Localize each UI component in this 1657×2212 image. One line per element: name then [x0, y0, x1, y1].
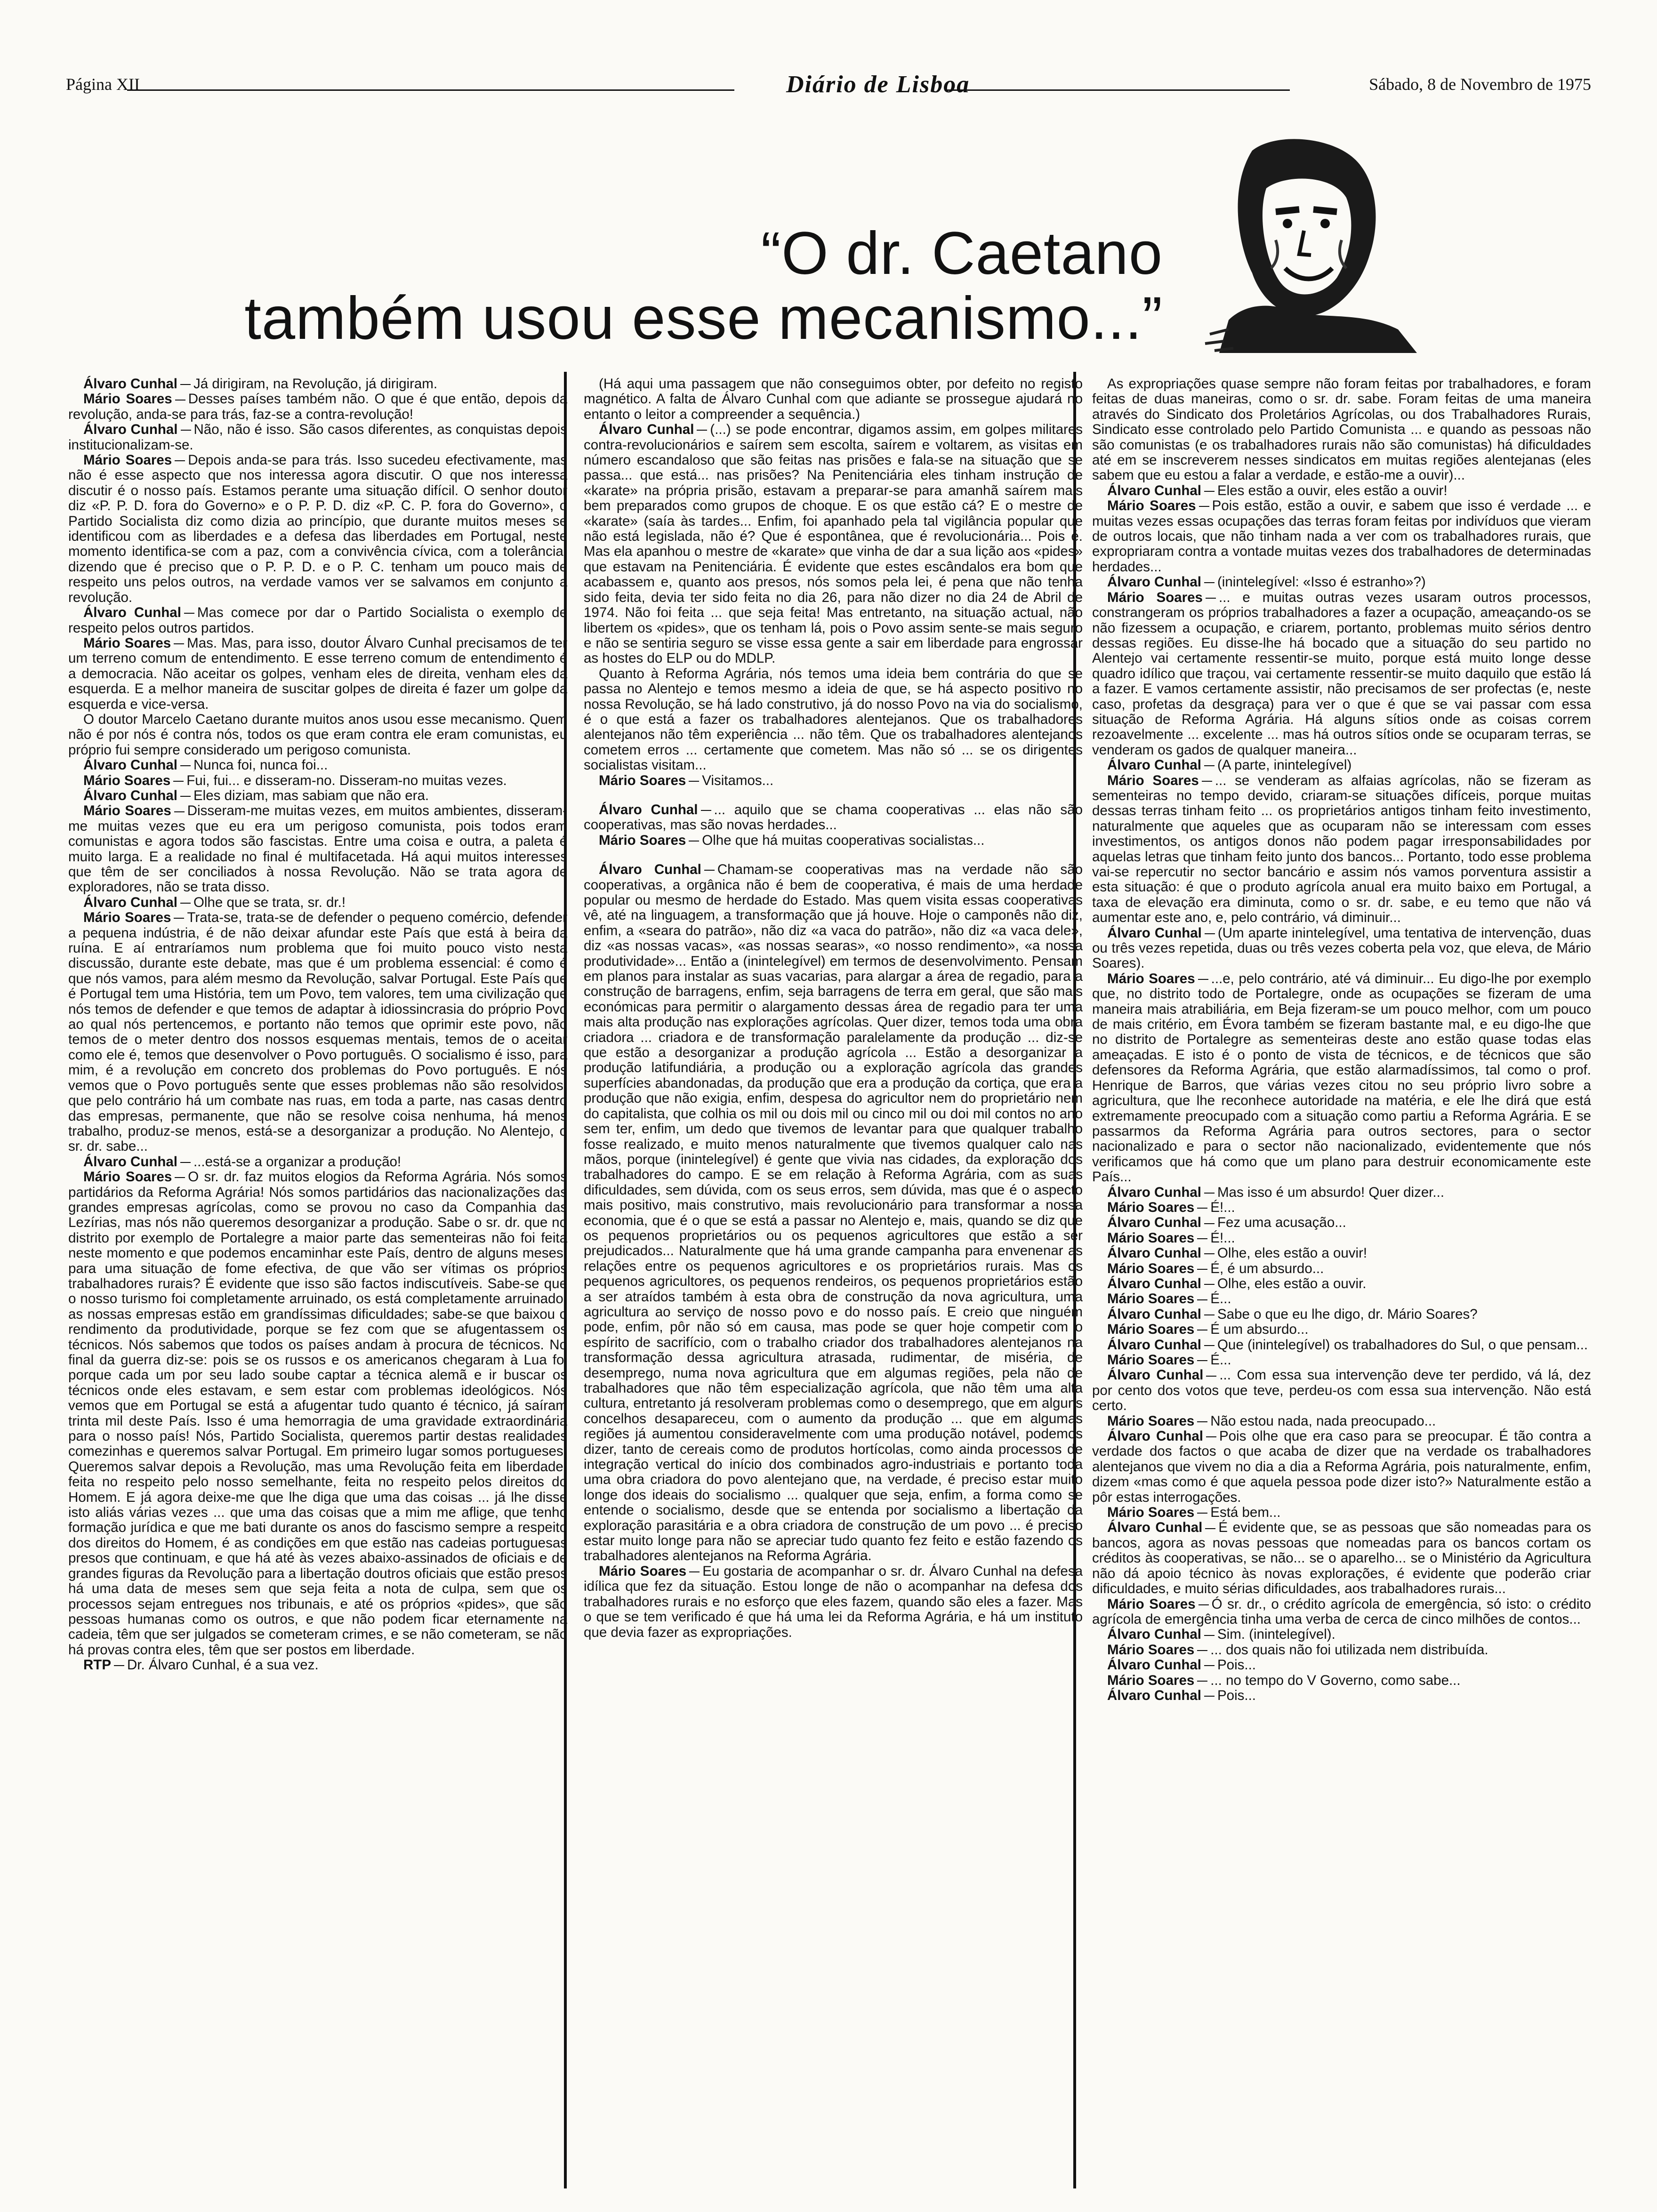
speaker-name: Mário Soares [83, 772, 171, 788]
speaker-name: Mário Soares [83, 803, 171, 819]
speaker-name: Álvaro Cunhal [599, 862, 701, 878]
paragraph [1092, 1673, 1591, 1688]
speaker-dash [1197, 1650, 1207, 1651]
paragraph [584, 773, 1083, 788]
speech-text: ...e, pelo contrário, até vá diminuir... Eu digo-lhe por exemplo que, no distrito todo de Portalegre, onde as ocupações se fizeram de uma maneira mais atrabiliária, em Beja fizeram-se um pouco melhor, com um pouco de mais critério, em Évora também se fizeram bastante mal, e eu digo-lhe que no distrito de Portalegre as sementeiras deste ano estão quase todas elas ameaçadas. E isto é o ponto de vista de técnicos, e de técnicos que são defensores da Reforma Agrária, que estão alarmadíssimos, tal como o prof. Henrique de Barros, que várias vezes citou no seu próprio livro sobre a agricultura, que lhe reconhece autoridade na matéria, e ele lhe dirá que está extremamente preocupado com a situação como partiu a Reforma Agrária. E se passarmos da Reforma Agrária para outros sectores, para o sector nacionalizado e para o sector não nacionalizado, evidentemente que nós verificamos que há como que um plano para destruir economicamente este País... [1092, 970, 1591, 1185]
paragraph [68, 1658, 567, 1673]
speech-text: Mas. Mas, para isso, doutor Álvaro Cunhal precisamos de ter um terreno comum de entendimento. E esse terreno comum de entendimento é a democracia. Não aceitar os golpes, venham eles de direita, venham eles da esquerda. E a melhor maneira de suscitar golpes de direita é fazer um golpe da esquerda e vice-versa. [68, 635, 567, 712]
speaker-name: Álvaro Cunhal [83, 894, 177, 910]
paragraph [68, 773, 567, 788]
speech-text: Quanto à Reforma Agrária, nós temos uma ideia bem contrária do que se passa no Alentejo e temos mesmo a ideia de que, se há aspecto positivo no nossa Revolução, se há lado construtivo, já do nosso Povo na via do socialismo, é o que está a fazer os trabalhadores alentejanos. Que os trabalhadores alentejanos não têm experiência ... não têm. Que os trabalhadores alentejanos cometem erros ... certamente que cometem. Mas não só ... se os dirigentes socialistas visitam... [584, 665, 1083, 773]
speech-text: ... Com essa sua intervenção deve ter perdido, vá lá, dez por cento dos votos que teve, perdeu-os com essa sua intervenção. Não está certo. [1092, 1367, 1591, 1414]
speaker-dash [1204, 491, 1215, 492]
speech-text: Eles diziam, mas sabiam que não era. [193, 787, 429, 803]
paragraph [1092, 926, 1591, 971]
paragraph-gap [584, 848, 1083, 862]
speaker-dash [701, 810, 711, 811]
speech-text: Nunca foi, nunca foi... [193, 757, 328, 773]
speaker-dash [1197, 1299, 1207, 1300]
paragraph [584, 666, 1083, 773]
speaker-name: Álvaro Cunhal [83, 376, 177, 392]
speaker-name: Álvaro Cunhal [1107, 1306, 1201, 1322]
paragraph [68, 788, 567, 803]
speech-text: Chamam-se cooperativas mas na verdade não são cooperativas, a orgânica não é bem de cooperativa, é mais de uma herdade popular ou mesmo de herdade do Estado. Mas quem visita essas cooperativas vê, até na linguagem, a transformação que já houve. Hoje o camponês não diz, enfim, a «seara do patrão», não diz «a vaca do patrão», não diz «a vaca dele», diz «as nossas vacas», «as nossas searas», «o nosso rendimento», «a nossa produtividade»... Então a (inintelegível) em termos de desenvolvimento. Pensam em planos para instalar as suas vacarias, para alargar a área de regadio, para a construção de barragens, enfim, seja barragens de terra em geral, que são mais económicas para permitir o alargamento dessas área de regadio para ter uma mais alta produção nas explorações agrícolas. Quer dizer, temos toda uma obra criadora ... criadora e de transformação paralelamente da produção ... diz-se que estão a desorganizar a produção agrícola ... Estão a desorganizar a produção latifundiária, a produção ou a exploração agrícola das grandes superfícies abandonadas, da produção que era a produção da cortiça, que era a produção que não exigia, enfim, despesa do agricultor nem do proprietário nem do capitalista, que colhia os mil ou dois mil ou cinco mil ou doi mil contos no ano sem ter, enfim, um dedo que tivemos de levantar para que qualquer trabalho fosse realizado, e muito menos naturalmente que tivemos qualquer calo nas mãos, porque (inintelegível) é gente que vivia nas cidades, da exploração dos trabalhadores do campo. E se em relação à Reforma Agrária, com as suas dificuldades, sem dúvida, com os seus erros, sem dúvida, mas que é o aspecto mais positivo, mais construtivo, mais revolucionário para transformar a nossa economia, que é o que se está a passar no Alentejo e, mais, quando se diz que os pequenos proprietários ou os pequenos agricultores que estão a ser prejudicados... Naturalmente que há uma grande campanha para envenenar as relações entre os pequenos agricultores e os proprietários rurais. Mas os pequenos agricultores, os pequenos rendeiros, os pequenos proprietários estão a ser atraídos também à esta obra de construção da nova agricultura, uma agricultura ao serviço de nosso povo e do nosso país. E creio que ninguém pode, enfim, pôr não só em causa, mas pode se quer hoje competir com o espírito de sacrifício, com o trabalho criador dos trabalhadores alentejanos na transformação dessa agricultura atrasada, rudimentar, de miséria, de desemprego, numa nova agricultura que em algumas regiões, pela não de trabalhadores que não têm especialização agrícola, que não têm uma alta cultura, entretanto já resolveram problemas como o desemprego, que em alguns concelhos desapareceu, com o aumento da produção ... que em algumas regiões já aumentou consideravelmente com uma produção notável, podemos dizer, tanto de cereais como de produtos hortícolas, como ainda processos de integração vertical do início dos combinados agro-industriais e portanto toda uma obra criadora do povo alentejano que, na verdade, é preciso estar muito longe dos ideais do socialismo ... qualquer que seja, enfim, a forma como se entende o socialismo, desde que se entenda por socialismo a libertação da exploração parasitária e a obra criadora de construção de um povo ... é preciso estar muito longe para não se apreciar tudo quanto fez feito e estão fazendo os trabalhadores alentejanos na Reforma Agrária. [584, 862, 1083, 1564]
speech-text: Pois estão, estão a ouvir, e sabem que isso é verdade ... e muitas vezes essas ocupações das terras foram feitas por indivíduos que vieram de outros locais, que não tinham nada a ver com os trabalhadores rurais, que expropriaram contra a vontade muitas vezes dos trabalhadores de determinadas herdades... [1092, 498, 1591, 575]
speaker-dash [175, 460, 185, 461]
portrait-photo [1134, 132, 1426, 358]
speech-text: Olhe que há muitas cooperativas socialistas... [702, 832, 985, 848]
speaker-dash [180, 765, 191, 766]
speech-text: Dr. Álvaro Cunhal, é a sua vez. [127, 1657, 319, 1673]
speaker-name: Álvaro Cunhal [83, 422, 178, 438]
speaker-name: Mário Soares [1107, 970, 1195, 986]
speaker-dash [1205, 1528, 1215, 1529]
speaker-name: Mário Soares [83, 635, 171, 651]
speaker-name: Álvaro Cunhal [1107, 482, 1201, 498]
speaker-name: Álvaro Cunhal [1107, 1687, 1201, 1703]
paragraph [1092, 1597, 1591, 1627]
paragraph [1092, 1322, 1591, 1337]
masthead-rule-right [946, 89, 1290, 91]
masthead [66, 71, 1591, 104]
speaker-name: Álvaro Cunhal [1107, 1337, 1201, 1353]
speaker-dash [689, 781, 699, 782]
speaker-dash [1204, 1345, 1215, 1346]
speaker-dash [1197, 1269, 1207, 1270]
speaker-dash [1206, 1436, 1216, 1437]
speaker-name: Álvaro Cunhal [1107, 1657, 1201, 1673]
speaker-name: Mário Soares [1107, 772, 1199, 788]
speaker-name: Álvaro Cunhal [83, 787, 177, 803]
speaker-name: Mário Soares [1107, 589, 1203, 605]
speaker-dash [1204, 1314, 1215, 1315]
speech-text: (...) se pode encontrar, digamos assim, em golpes militares contra-revolucionários e saírem sem escolta, saírem e voltarem, as visitas em número escandaloso que são feitas nas prisões e fala-se na situação que se passa... que está... nas prisões? Na Penitenciária eles tinham instrução de «karate» na própria prisão, estavam a preparar-se para amanhã saírem mais bem preparados como grupos de choque. E os que estão cá? E o mestre de «karate» (saía às tardes... Enfim, foi apanhado pela tal vigilância popular que não está legislada, não é? Que é espontânea, que é revolucionária... Pois é. Mas ela apanhou o mestre de «karate» que vinha de dar a sua lição aos «pides» que estavam na Penitenciária. É evidente que estes escândalos era bom que acabassem e, quanto aos presos, nós somos pela lei, é pena que não tenha sido feita, devia ter sido feita no dia 26, para não dizer no dia 24 de Abril de 1974. Não foi feita ... que seja feita! Mas entretanto, na situação actual, não libertem os «pides», que os tenham lá, pois o Povo assim sente-se mais seguro e não se sentiria seguro se visse essa gente a sair em liberdade para engrossar as hostes do ELP ou do MDLP. [584, 422, 1083, 666]
speaker-dash [1197, 1681, 1207, 1682]
paragraph [1092, 1185, 1591, 1200]
paragraph [68, 758, 567, 773]
paragraph [68, 636, 567, 712]
speech-text: ... no tempo do V Governo, como sabe... [1210, 1672, 1461, 1688]
paragraph [68, 377, 567, 392]
speaker-dash [1199, 506, 1209, 507]
speaker-dash [689, 841, 699, 842]
speaker-dash [1202, 781, 1212, 782]
paragraph [1092, 1246, 1591, 1261]
headline-line-1: “O dr. Caetano [761, 220, 1163, 287]
speaker-name: Mário Soares [1107, 498, 1196, 514]
speaker-dash [1204, 1284, 1215, 1285]
speaker-name: Mário Soares [1107, 1260, 1195, 1276]
paragraph [1092, 590, 1591, 758]
speaker-name: Álvaro Cunhal [1107, 925, 1202, 941]
speech-text: É evidente que, se as pessoas que são nomeadas para os bancos, agora as novas pessoas que nomeadas para os bancos cortam os créditos às cooperativas, se não... se o aparelho... se o Ministério da Agricultura não dá apoio técnico às novas explorações, é evidente que poderão criar dificuldades, e muito sérias dificuldades, aos trabalhadores rurais... [1092, 1520, 1591, 1597]
paragraph [68, 605, 567, 636]
paragraph [1092, 1505, 1591, 1520]
newspaper-title: Diário de Lisboa [786, 71, 970, 98]
speech-text: Pois olhe que era caso para se preocupar. É tão contra a verdade dos factos o que acaba de dizer que na verdade os trabalhadores alentejanos que vivem no dia a dia a Reforma Agrária, pois naturalmente, enfim, dizem «mas como é que aquela pessoa pode dizer isto?» Naturalmente estão a pôr estas interrogações. [1092, 1428, 1591, 1505]
speech-text: Fez uma acusação... [1217, 1215, 1346, 1231]
speech-text: É, é um absurdo... [1210, 1260, 1324, 1276]
speaker-name: Álvaro Cunhal [83, 1154, 177, 1170]
paragraph [1092, 1200, 1591, 1215]
speaker-name: Mário Soares [1107, 1322, 1195, 1338]
speaker-dash [174, 811, 185, 812]
speaker-dash [181, 430, 191, 431]
speaker-name: Álvaro Cunhal [1107, 1367, 1204, 1383]
paragraph [1092, 1368, 1591, 1413]
speech-text: Já dirigiram, na Revolução, já dirigiram. [193, 376, 438, 392]
paragraph [584, 1564, 1083, 1640]
speaker-name: Mário Soares [1107, 1672, 1195, 1688]
paragraph [68, 895, 567, 910]
speaker-name: Mário Soares [599, 772, 686, 788]
speech-text: Sim. (inintelegível). [1217, 1627, 1335, 1643]
speaker-name: Álvaro Cunhal [1107, 1184, 1201, 1200]
speaker-dash [114, 1665, 124, 1666]
speech-text: Pois... [1217, 1657, 1256, 1673]
speaker-name: Álvaro Cunhal [1107, 1520, 1203, 1536]
paragraph [68, 422, 567, 453]
paragraph [68, 392, 567, 422]
speech-text: ...está-se a organizar a produção! [193, 1154, 402, 1170]
speech-text: As expropriações quase sempre não foram feitas por trabalhadores, e foram feitas de duas maneiras, como o sr. dr. sabe. Foram feitas de uma maneira através do Sindicato dos Proletários Agrícolas, ou dos Trabalhadores Rurais, Sindicato esse controlado pelo Partido Comunista ... e quando as pessoas não são comunistas (e os trabalhadores rurais não são comunistas) há dificuldades até em se inscreverem nesses sindicatos em muitas regiões alentejanas (eles sabem que eu estou a falar a verdade, e estão-me a ouvir)... [1092, 376, 1591, 483]
paragraph [1092, 773, 1591, 926]
speaker-name: Álvaro Cunhal [1107, 1627, 1201, 1643]
speech-text: Pois... [1217, 1687, 1256, 1703]
speaker-dash [180, 1162, 191, 1163]
paragraph [1092, 1658, 1591, 1673]
speaker-name: Álvaro Cunhal [1107, 757, 1201, 773]
speech-text: Não estou nada, nada preocupado... [1210, 1413, 1436, 1429]
speaker-dash [689, 1571, 700, 1572]
speaker-dash [1197, 1513, 1207, 1514]
paragraph [68, 1170, 567, 1658]
speech-text: É!... [1210, 1199, 1235, 1215]
speech-text: Trata-se, trata-se de defender o pequeno comércio, defender a pequena indústria, é de não deixar afundar este País que está à beira da ruína. E aí entraríamos num problema que foi muito pouco visto nesta discussão, durante este debate, mas que é um problema essencial: é como é que nós vamos, para além mesmo da Revolução, salvar Portugal. Este País que é Portugal tem uma História, tem um Povo, tem valores, tem uma civilização que nós temos de defender e que temos de adaptar à idiossincrasia do próprio Povo ao qual nós pertencemos, e portanto não temos que oprimir este povo, não temos de o meter dentro dos nossos esquemas mentais, temos de o aceitar como ele é, temos que desenvolver o Povo português. O socialismo é isso, para mim, é a revolução em concreto dos problemas do Povo português. E nós vemos que o Povo português sente que esses problemas não são resolvidos, que pelo contrário há um combate nas ruas, em toda a parte, nas casas dentro das empresas, permanente, que não se resolve coisa nenhuma, há menos trabalho, produz-se menos, está-se a desorganizar a produção. No Alentejo, o sr. dr. sabe... [68, 910, 567, 1154]
speech-text: Eu gostaria de acompanhar o sr. dr. Álvaro Cunhal na defesa idílica que fez da situação. Estou longe de não o acompanhar na defesa dos trabalhadores rurais e no esforço que eles fazem, quando são eles a fazer. Mas o que se tem verificado é que há uma lei da Reforma Agrária, e há um instituto que devia fazer as expropriações. [584, 1563, 1083, 1640]
paragraph [1092, 377, 1591, 483]
speaker-dash [1198, 979, 1208, 980]
speaker-dash [1206, 1376, 1216, 1377]
speaker-dash [174, 918, 184, 919]
paragraph [1092, 1627, 1591, 1642]
paragraph [68, 712, 567, 758]
speaker-dash [697, 430, 707, 431]
paragraph [1092, 1231, 1591, 1246]
speaker-name: Mário Soares [83, 910, 171, 926]
paragraph [1092, 1520, 1591, 1596]
speech-text: Depois anda-se para trás. Isso sucedeu efectivamente, mas não é esse aspecto que nos interessa agora discutir. O que nos interessa discutir é o nosso país. Estamos perante uma situação difícil. O senhor doutor diz «P. P. D. fora do Governo» e o P. P. D. diz «P. C. P. fora do Governo», o Partido Socialista diz como dizia ao princípio, que durante muitos meses se identificou com as liberdades e a defesa das liberdades em Portugal, neste momento identifica-se com a paz, com a convivência cívica, com a tolerância, dizendo que é preciso que o P. P. D. e o P. C. tenham um pouco mais de respeito uns pelos outros, na verdade vamos ver se salvamos em conjunto a revolução. [68, 452, 567, 605]
speaker-dash [180, 384, 191, 385]
paragraph [1092, 971, 1591, 1185]
speaker-name: Álvaro Cunhal [1107, 1245, 1201, 1261]
paragraph [1092, 575, 1591, 590]
speech-text: Olhe que se trata, sr. dr.! [193, 894, 346, 910]
speaker-name: Álvaro Cunhal [83, 757, 177, 773]
paragraph [584, 862, 1083, 1564]
paragraph [1092, 1429, 1591, 1505]
headline [202, 221, 1163, 351]
speaker-name: Mário Soares [1107, 1199, 1195, 1215]
paragraph [1092, 1307, 1591, 1322]
speaker-dash [1204, 1696, 1215, 1697]
paragraph [1092, 1261, 1591, 1276]
paragraph [584, 422, 1083, 666]
speaker-name: Mário Soares [1107, 1291, 1195, 1307]
speaker-dash [1199, 1604, 1209, 1605]
speaker-name: Álvaro Cunhal [1107, 1215, 1201, 1231]
speech-text: ... e muitas outras vezes usaram outros processos, constrangeram os próprios trabalhadores a fazer a ocupação, ameaçando-os se não fizessem a ocupação, e criarem, portanto, problemas muito sérios dentro dessas regiões. Eu disse-lhe há bocado que a situação do seu partido no Alentejo vai certamente ressentir-se muito, porque está muito longe desse quadro idílico que traçou, vai certamente ressentir-se muito daquilo que estão lá a fazer. E vamos certamente assistir, não precisamos de ser profectas (e, neste caso, profetas da desgraça) para ver o que é que se vai passar com essa situação de Reforma Agrária. Há alguns sítios onde as coisas correm rezoavelmente ... excelente ... mas há outros sítios onde se ocuparam terras, se venderam os gados de qualquer maneira... [1092, 589, 1591, 758]
speech-text: Olhe, eles estão a ouvir! [1217, 1245, 1367, 1261]
speaker-dash [180, 903, 191, 904]
speaker-dash [180, 796, 191, 797]
paragraph [1092, 1414, 1591, 1429]
speaker-dash [175, 1177, 185, 1178]
speaker-dash [1204, 1635, 1215, 1636]
speaker-dash [174, 643, 184, 644]
speaker-name: Mário Soares [1107, 1230, 1195, 1246]
speech-text: Visitamos... [702, 772, 774, 788]
speaker-dash [1205, 933, 1215, 934]
speaker-dash [1204, 582, 1215, 583]
speaker-name: Mário Soares [83, 1169, 172, 1185]
speech-text: Ó sr. dr., o crédito agrícola de emergência, só isto: o crédito agrícola de emergência tinha uma verba de cerca de cinco milhões de contos... [1092, 1596, 1591, 1627]
paragraph-gap [584, 788, 1083, 802]
speech-text: Eles estão a ouvir, eles estão a ouvir! [1217, 482, 1448, 498]
speech-text: É... [1210, 1352, 1231, 1368]
speech-text: Não, não é isso. São casos diferentes, as conquistas depois institucionalizam-se. [68, 422, 567, 453]
paragraph [1092, 758, 1591, 773]
speaker-dash [1197, 1421, 1207, 1422]
speech-text: Está bem... [1210, 1505, 1281, 1521]
paragraph [1092, 1353, 1591, 1368]
speech-text: O doutor Marcelo Caetano durante muitos anos usou esse mecanismo. Quem não é por nós é contra nós, todos os que eram contra ele eram comunistas, eu próprio fui sempre considerado um perigoso comunista. [68, 711, 567, 758]
speaker-name: Álvaro Cunhal [1107, 1275, 1201, 1291]
paragraph [1092, 1276, 1591, 1291]
speaker-dash [173, 781, 184, 782]
speech-text: É!... [1210, 1230, 1235, 1246]
paragraph [68, 803, 567, 895]
speaker-name: Mário Soares [1107, 1505, 1195, 1521]
speaker-name: Álvaro Cunhal [599, 801, 698, 817]
paragraph [68, 910, 567, 1154]
speaker-name: Mário Soares [83, 452, 172, 468]
speech-text: Fui, fui... e disseram-no. Disseram-no muitas vezes. [186, 772, 507, 788]
paragraph [1092, 1643, 1591, 1658]
speaker-name: Mário Soares [1107, 1413, 1195, 1429]
paragraph [68, 1154, 567, 1170]
speaker-name: Álvaro Cunhal [1107, 1428, 1203, 1444]
speaker-dash [1204, 1223, 1215, 1224]
speaker-dash [1197, 1208, 1207, 1209]
speaker-dash [1204, 1193, 1215, 1194]
paragraph [1092, 1291, 1591, 1306]
speaker-dash [1204, 765, 1215, 766]
paragraph [1092, 498, 1591, 575]
speech-text: ... dos quais não foi utilizada nem distribuída. [1210, 1642, 1488, 1658]
paragraph [1092, 1338, 1591, 1353]
speaker-name: Mário Soares [1107, 1596, 1196, 1612]
speech-text: ... aquilo que se chama cooperativas ... elas não são cooperativas, mas são novas herdades... [584, 801, 1083, 833]
headline-line-2: também usou esse mecanismo...” [244, 285, 1163, 352]
speech-text: ... se venderam as alfaias agrícolas, não se fizeram as sementeiras no tempo devido, criaram-se situações difíceis, porque muitas dessas terras tinham feito ... os proprietários antigos tinham feito investimento, naturalmente que aqueles que as ocuparam não se interessam com esses investimentos, os antigos donos não podem pagar irresponsabilidades por aquelas letras que tinham feito junto dos bancos... Portanto, todo esse problema vai-se repercutir no sector bancário e assim nós vamos porventura assistir a esta situação: é que o produto agrícola anual era muito baixo em Portugal, a taxa de elevação era diminuta, como o sr. dr. sabe, e eu temo que não vá aumentar este ano, e, pelo contrário, vá diminuir... [1092, 772, 1591, 926]
paragraph [1092, 1688, 1591, 1703]
paragraph [584, 802, 1083, 833]
speech-text: Desses países também não. O que é que então, depois da revolução, anda-se para trás, faz-se a contra-revolução! [68, 391, 567, 422]
paragraph [584, 833, 1083, 848]
speaker-name: Mário Soares [599, 1563, 687, 1579]
column-2 [584, 377, 1083, 1640]
speech-text: Que (inintelegível) os trabalhadores do Sul, o que pensam... [1217, 1337, 1588, 1353]
speaker-dash [184, 613, 194, 614]
speech-text: É... [1210, 1291, 1231, 1307]
speaker-name: Mário Soares [599, 832, 686, 848]
speaker-name: Mário Soares [1107, 1352, 1195, 1368]
speaker-dash [1204, 1665, 1215, 1666]
speech-text: (A parte, inintelegível) [1217, 757, 1352, 773]
page-number: Página XII [66, 75, 140, 94]
speaker-dash [1197, 1360, 1207, 1361]
speech-text: (inintelegível: «Isso é estranho»?) [1217, 574, 1426, 590]
speech-text: O sr. dr. faz muitos elogios da Reforma Agrária. Nós somos partidários da Reforma Agrária! Nós somos partidários das nacionalizações das grandes empresas agrícolas, como se provou no caso da Companhia das Lezírias, mas nós não queremos desorganizar a produção. Sabe o sr. dr. que no distrito por exemplo de Portalegre a maior parte das sementeiras não foi feita neste momento e que podemos encaminhar este País, dentro de alguns meses, para uma situação de fome efectiva, de que vão ser vítimas os próprios trabalhadores rurais? É evidente que isso são factos indiscutíveis. Sabe-se que o nosso turismo foi completamente arruinado, os está completamente arruinado, as nossas empresas estão em grandíssimas dificuldades; sabe-se que baixou o rendimento da produtividade, porque se fez com que se afugentassem os técnicos. Nós sabemos que todos os países andam à procura de técnicos. No final da guerra diz-se: pois se os russos e os americanos chegaram à Lua foi porque cada um por seu lado soube captar a técnica alemã e ir buscar os técnicos onde eles estavam, e sem estar com problemas ideológicos. Nós vemos que em Portugal se está a afugentar tudo quanto é técnico, já saíram trinta mil deste País. Isso é uma hemorragia de uma gravidade extraordinária para o nosso país! Nós, Partido Socialista, queremos partir destas realidades comezinhas e queremos salvar Portugal. Em primeiro lugar somos portugueses. Queremos salvar depois a Revolução, mas uma Revolução feita em liberdade, feita no respeito pelo nosso semelhante, feita no respeito pelos direitos do Homem. E já agora deixe-me que lhe diga que uma das coisas ... já lhe disse isto aliás várias vezes ... que uma das coisas que a mim me aflige, que tenho formação jurídica e que me bati durante os anos do fascismo sempre a respeito dos direitos do Homem, é as condições em que estão nas cadeias portuguesas presos que continuam, e que há até às vezes abaixo-assinados de oficiais e de grandes figuras da Revolução para a libertação doutros oficiais que estão presos há uma data de meses sem que seja feita a nota de culpa, sem que os processos sejam entregues nos tribunais, e até os próprios «pides», que são pessoas humanas como os outros, e que não podem ficar eternamente na cadeia, têm que ser julgados se cometeram crimes, e se não cometeram, se não há provas contra eles, têm que ser postos em liberdade. [68, 1169, 567, 1658]
speech-text: (Um aparte inintelegível, uma tentativa de intervenção, duas ou três vezes repetida, duas ou três vezes coberta pela voz, que eleva, de Mário Soares). [1092, 925, 1591, 971]
speaker-dash [1206, 598, 1216, 599]
speaker-dash [704, 870, 715, 871]
paragraph [1092, 483, 1591, 498]
speaker-dash [1204, 1253, 1215, 1254]
speaker-name: Álvaro Cunhal [1107, 574, 1201, 590]
speech-text: Mas comece por dar o Partido Socialista o exemplo de respeito pelos outros partidos. [68, 605, 567, 636]
speaker-dash [1197, 1238, 1207, 1239]
speech-text: (Há aqui uma passagem que não conseguimos obter, por defeito no registo magnético. A falta de Álvaro Cunhal com que adiante se prossegue ajudará no entanto o leitor a compreender a sequência.) [584, 376, 1083, 422]
speech-text: Mas isso é um absurdo! Quer dizer... [1217, 1184, 1445, 1200]
paragraph [68, 453, 567, 605]
paragraph [1092, 1215, 1591, 1230]
speech-text: Olhe, eles estão a ouvir. [1217, 1275, 1367, 1291]
issue-date: Sábado, 8 de Novembro de 1975 [1369, 75, 1591, 94]
speech-text: Sabe o que eu lhe digo, dr. Mário Soares? [1217, 1306, 1478, 1322]
masthead-rule-left [127, 89, 734, 91]
speech-text: Disseram-me muitas vezes, em muitos ambientes, disseram-me muitas vezes que eu era um perigoso comunista, pois todos eram comunistas e agora todos são fascistas. Entre uma coisa e outra, a paleta é muito larga. E a realidade no final é multifacetada. Há aqui muitos interesses que têm de ser conciliados à nossa Revolução. Não se trata agora de exploradores, não se trata disso. [68, 803, 567, 895]
column-3 [1092, 377, 1591, 1703]
speech-text: É um absurdo... [1210, 1322, 1309, 1338]
speaker-dash [175, 400, 185, 401]
paragraph [584, 377, 1083, 422]
speaker-name: RTP [83, 1657, 111, 1673]
speaker-name: Álvaro Cunhal [599, 422, 694, 438]
column-1 [68, 377, 567, 1673]
speaker-name: Álvaro Cunhal [83, 605, 181, 621]
speaker-name: Mário Soares [1107, 1642, 1195, 1658]
speaker-name: Mário Soares [83, 391, 172, 407]
